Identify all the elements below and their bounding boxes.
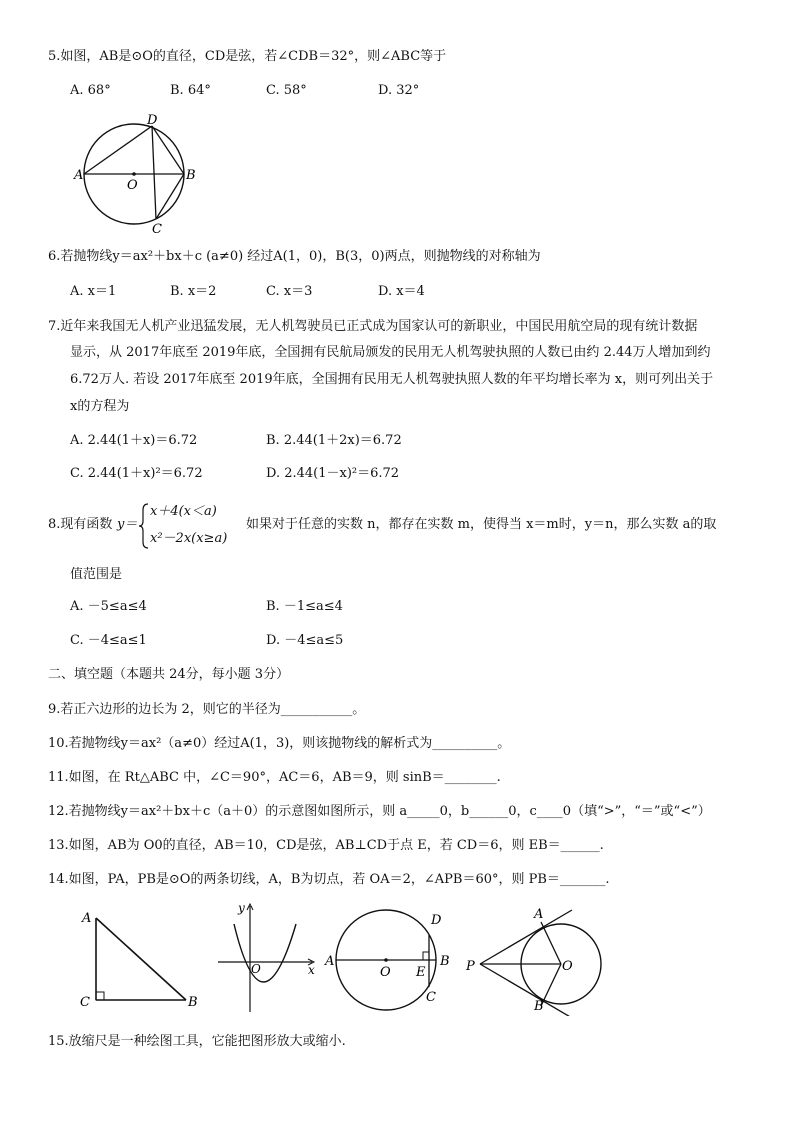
- q7-line-1: 7.近年来我国无人机产业迅猛发展，无人机驾驶员已正式成为国家认可的新职业，中国民用航空局的现有统计数据: [48, 319, 698, 334]
- q7-line-4: x的方程为: [70, 399, 130, 414]
- q5-stem: 5.如图，AB是⊙O的直径，CD是弦，若∠CDB＝32°，则∠ABC等于: [48, 49, 447, 64]
- q8-line-2: 值范围是: [70, 567, 123, 582]
- tan-label-p: P: [466, 959, 475, 974]
- q9-text: 9.若正六边形的边长为 2，则它的半径为___________。: [48, 702, 366, 717]
- q15-text: 15.放缩尺是一种绘图工具，它能把图形放大或缩小.: [48, 1034, 346, 1049]
- tan-label-a: A: [534, 907, 544, 922]
- q5-circle-figure: [72, 112, 202, 236]
- section-2-heading: 二、填空题（本题共 24分，每小题 3分）: [48, 667, 290, 682]
- q5-option-d: D. 32°: [378, 83, 420, 98]
- tri-right-angle-mark: [96, 992, 104, 1000]
- q8-suffix: 如果对于任意的实数 n，都存在实数 m，使得当 x＝m时，y＝n，那么实数 a的取: [246, 517, 717, 532]
- q7-line-3: 6.72万人. 若设 2017年底至 2019年底，全国拥有民用无人机驾驶执照人数的年平均增长率为 x，则可列出关于: [70, 372, 714, 387]
- fig-right-triangle: [74, 902, 210, 1014]
- q5-label-d: D: [147, 113, 158, 128]
- circ-right-angle-mark: [423, 952, 429, 960]
- q5-label-c: C: [152, 222, 162, 236]
- circ-label-d: D: [431, 913, 442, 928]
- circ-label-o: O: [380, 965, 391, 980]
- tan-line-pb: [480, 964, 572, 1016]
- tan-line-pa: [480, 910, 572, 964]
- q8-option-b: B. －1≤a≤4: [266, 599, 343, 614]
- q8-func-y: y＝: [117, 517, 138, 532]
- q7-option-b: B. 2.44(1＋2x)＝6.72: [266, 433, 402, 448]
- q7-option-d: D. 2.44(1－x)²＝6.72: [266, 466, 400, 481]
- circ-label-e: E: [416, 965, 426, 980]
- q6-stem: 6.若抛物线y＝ax²＋bx＋c (a≠0) 经过A(1，0)，B(3，0)两点，则抛物线的对称轴为: [48, 249, 541, 264]
- tan-label-o: O: [562, 959, 573, 974]
- q11-text: 11.如图，在 Rt△ABC 中，∠C＝90°，AC＝6，AB＝9，则 sinB＝________.: [48, 770, 501, 785]
- q5-option-c: C. 58°: [266, 83, 307, 98]
- q10-text: 10.若抛物线y＝ax²（a≠0）经过A(1，3)，则该抛物线的解析式为__________。: [48, 736, 511, 751]
- tan-radius-ob: [541, 964, 561, 1006]
- parabola-label-o: O: [251, 962, 261, 976]
- q7-option-a: A. 2.44(1＋x)＝6.72: [70, 433, 198, 448]
- tri-label-c: C: [80, 995, 90, 1010]
- q13-text: 13.如图，AB为 O0的直径，AB＝10，CD是弦，AB⊥CD于点 E，若 CD＝6，则 EB＝______.: [48, 838, 604, 853]
- q5-chord-ad: [84, 126, 152, 174]
- tri-side-ab: [96, 918, 186, 1000]
- q7-option-c: C. 2.44(1＋x)²＝6.72: [70, 466, 203, 481]
- q8-case-1: x＋4(x＜a): [150, 504, 217, 519]
- parabola-curve: [234, 924, 296, 982]
- circ-label-a: A: [325, 954, 335, 969]
- q14-text: 14.如图，PA，PB是⊙O的两条切线，A，B为切点，若 OA＝2，∠APB＝60°，则 PB＝_______.: [48, 872, 610, 887]
- circ-label-c: C: [426, 990, 436, 1005]
- circ-center-point: [384, 958, 388, 962]
- fig-circle-chord: [322, 904, 462, 1016]
- q5-label-o: O: [127, 178, 138, 193]
- q6-option-c: C. x＝3: [266, 284, 313, 299]
- q6-option-d: D. x＝4: [378, 284, 425, 299]
- circ-label-b: B: [440, 954, 450, 969]
- q8-case-2: x²－2x(x≥a): [150, 531, 228, 546]
- q5-label-b: B: [186, 168, 196, 183]
- q8-option-c: C. －4≤a≤1: [70, 633, 147, 648]
- tri-label-a: A: [82, 911, 92, 926]
- q6-option-b: B. x＝2: [170, 284, 217, 299]
- q5-option-b: B. 64°: [170, 83, 211, 98]
- q8-brace: [138, 502, 150, 550]
- q5-chord-db: [152, 126, 184, 174]
- tan-radius-oa: [541, 922, 561, 964]
- q8-prefix: 8.现有函数: [48, 517, 113, 532]
- tan-label-b: B: [534, 999, 544, 1014]
- q8-option-a: A. －5≤a≤4: [70, 599, 147, 614]
- parabola-label-y: y: [238, 901, 245, 915]
- q6-option-a: A. x＝1: [70, 284, 117, 299]
- fig-tangent-lines: [462, 904, 612, 1016]
- q5-label-a: A: [74, 168, 84, 183]
- q5-chord-dc: [152, 126, 156, 219]
- q7-line-2: 显示，从 2017年底至 2019年底，全国拥有民航局颁发的民用无人机驾驶执照的人数已由约 2.44万人增加到约: [70, 345, 711, 360]
- q5-chord-cb: [156, 174, 184, 219]
- q5-option-a: A. 68°: [70, 83, 111, 98]
- q8-option-d: D. －4≤a≤5: [266, 633, 344, 648]
- q12-text: 12.若抛物线y＝ax²＋bx＋c（a＋0）的示意图如图所示，则 a_____0，b______0，c____0（填“>”，“＝”或“<”）: [48, 804, 711, 819]
- parabola-label-x: x: [308, 963, 315, 977]
- tri-label-b: B: [188, 995, 198, 1010]
- fig-parabola: [212, 900, 324, 1016]
- q5-center-point: [132, 172, 136, 176]
